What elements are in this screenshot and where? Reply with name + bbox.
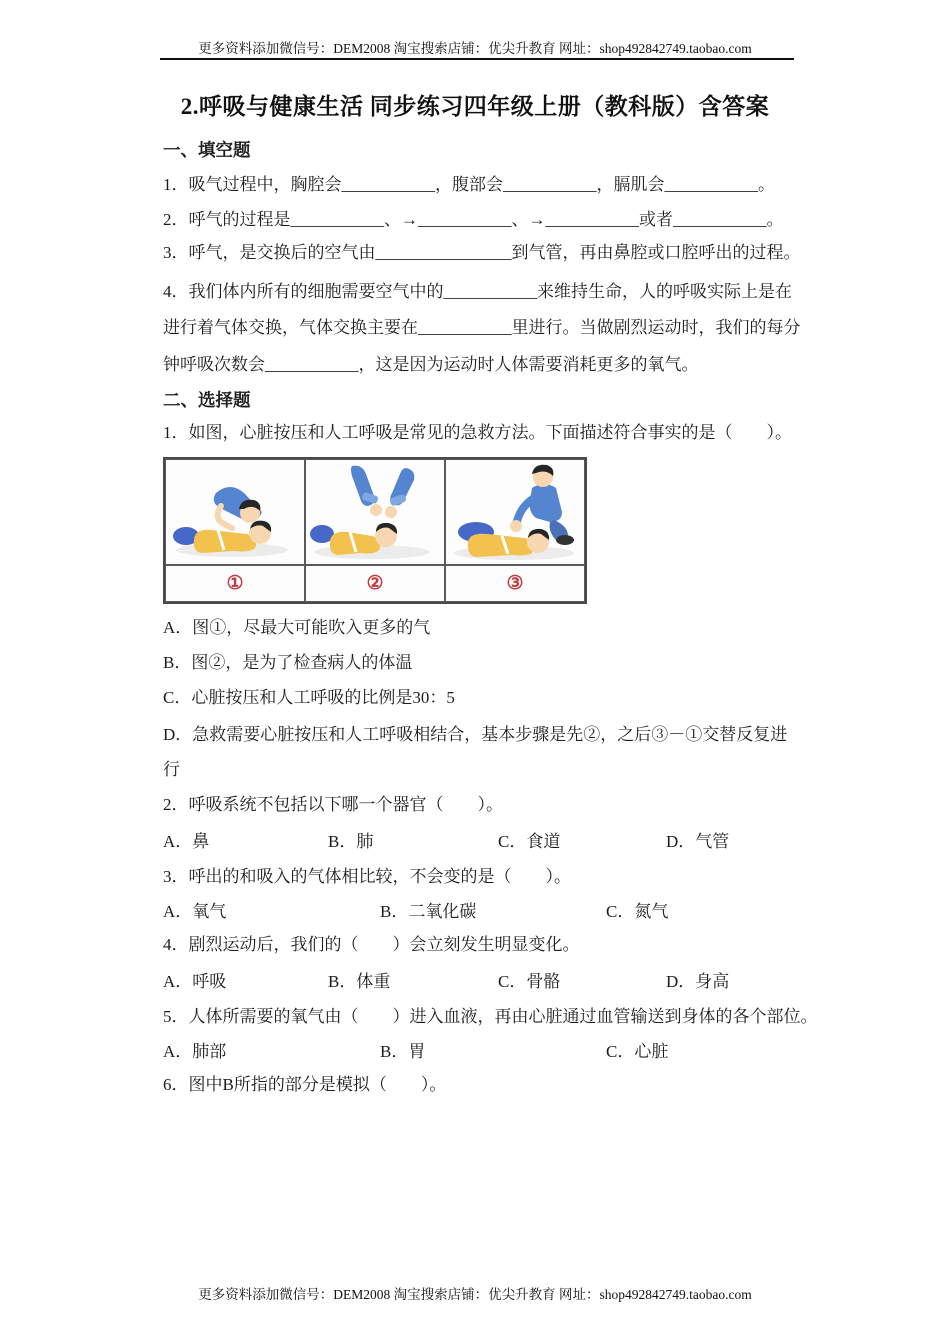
choice-q2-option-d: D．气管 (666, 832, 730, 851)
choice-q5-options (163, 1039, 668, 1065)
cpr-step-chest-compression-illustration (445, 459, 585, 565)
page-title: 2.呼吸与健康生活 同步练习四年级上册（教科版）含答案 (180, 94, 770, 119)
choice-q4-option-d: D．身高 (666, 972, 730, 991)
fill-question-4-line-2: 进行着气体交换，气体交换主要在___________里进行。当做剧烈运动时，我们的每分 (163, 318, 801, 337)
choice-question-6: 6．图中B所指的部分是模拟（ ）。 (163, 1075, 447, 1094)
choice-q1-option-d-line-2: 行 (163, 760, 180, 779)
choice-q3-option-c: C．氮气 (606, 902, 669, 921)
choice-q1-option-d-line-1: D．急救需要心脏按压和人工呼吸相结合，基本步骤是先②，之后③－①交替反复进 (163, 725, 788, 744)
choice-q2-option-b: B．肺 (328, 832, 374, 851)
choice-q5-option-c: C．心脏 (606, 1042, 669, 1061)
choice-q4-option-c: C．骨骼 (498, 972, 561, 991)
mouth-to-mouth-icon (166, 460, 304, 564)
choice-question-3: 3．呼出的和吸入的气体相比较，不会变的是（ ）。 (163, 867, 571, 886)
cpr-figure-table (163, 457, 587, 604)
choice-question-5: 5．人体所需要的氧气由（ ）进入血液，再由心脏通过血管输送到身体的各个部位。 (163, 1007, 818, 1026)
fill-question-4-line-3: 钟呼吸次数会___________，这是因为运动时人体需要消耗更多的氧气。 (163, 355, 699, 374)
header-divider (160, 58, 794, 60)
choice-q2-option-c: C．食道 (498, 832, 561, 851)
choice-q1-option-b: B．图②，是为了检查病人的体温 (163, 653, 413, 672)
footer-note: 更多资料添加微信号：DEM2008 淘宝搜索店铺：优尖升教育 网址：shop492842749.taobao.com (198, 1287, 752, 1302)
choice-question-4: 4．剧烈运动后，我们的（ ）会立刻发生明显变化。 (163, 935, 580, 954)
figure-label-2: ② (305, 565, 445, 602)
header-note: 更多资料添加微信号：DEM2008 淘宝搜索店铺：优尖升教育 网址：shop492842749.taobao.com (198, 41, 752, 56)
fill-question-1: 1．吸气过程中，胸腔会___________，腹部会___________，膈肌会___________。 (163, 175, 775, 194)
choice-q4-option-a: A．呼吸 (163, 972, 227, 991)
choice-q3-option-a: A．氧气 (163, 902, 227, 921)
choice-q1-option-a: A．图①，尽最大可能吹入更多的气 (163, 618, 431, 637)
choice-question-1: 1．如图，心脏按压和人工呼吸是常见的急救方法。下面描述符合事实的是（ ）。 (163, 423, 792, 442)
cpr-step-head-tilt-illustration (305, 459, 445, 565)
figure-label-1: ① (165, 565, 305, 602)
fill-question-2: 2．呼气的过程是___________、→___________、→___________或者___________。 (163, 210, 784, 229)
cpr-step-rescue-breath-illustration (165, 459, 305, 565)
choice-q3-option-b: B．二氧化碳 (380, 902, 477, 921)
choice-q4-option-b: B．体重 (328, 972, 391, 991)
choice-q1-option-c: C．心脏按压和人工呼吸的比例是30：5 (163, 688, 455, 707)
choice-q2-option-a: A．鼻 (163, 832, 210, 851)
choice-question-2: 2．呼吸系统不包括以下哪一个器官（ ）。 (163, 795, 503, 814)
section-heading-fill: 一、填空题 (163, 140, 251, 160)
choice-q2-options (163, 829, 729, 855)
chest-compression-icon (446, 460, 584, 564)
choice-q5-option-a: A．肺部 (163, 1042, 227, 1061)
choice-q5-option-b: B．胃 (380, 1042, 426, 1061)
choice-q4-options (163, 969, 729, 995)
fill-question-4-line-1: 4．我们体内所有的细胞需要空气中的___________来维持生命，人的呼吸实际上是在 (163, 282, 792, 301)
choice-q3-options (163, 899, 668, 925)
figure-label-3: ③ (445, 565, 585, 602)
head-tilt-check-icon (306, 460, 444, 564)
section-heading-choice: 二、选择题 (163, 390, 251, 410)
fill-question-3: 3．呼气，是交换后的空气由________________到气管，再由鼻腔或口腔呼出的过程。 (163, 243, 801, 262)
